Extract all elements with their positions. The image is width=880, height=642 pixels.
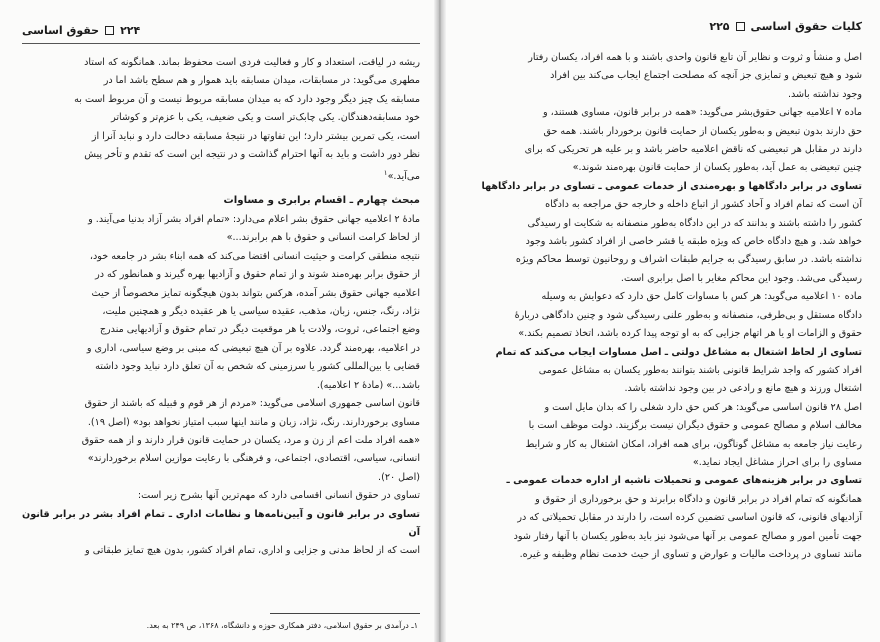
text-line: مخالف اسلام و مصالح عمومی و حقوق دیگران نیست برگزیند. دولت موظف است با: [528, 420, 862, 432]
bold-subheading: تساوی در برابر دادگاهها و بهره‌مندی از خدمات عمومی ـ تساوی در برابر دادگاهها: [481, 180, 862, 192]
text-line: همانگونه که تمام افراد در برابر قانون و دادگاه برابرند و حق برخورداری از حقوق و: [535, 493, 862, 505]
text-line: وجود نداشته باشد.: [787, 88, 862, 100]
text-line: [22, 164, 420, 187]
section-heading: مبحث چهارم ـ اقسام برابری و مساوات: [223, 195, 420, 207]
bold-subheading: تساوی در برابر هزینه‌های عمومی و تحمیلات ناشیه از اداره خدمات عمومی ـ: [506, 475, 862, 487]
text-line: مساوی را برای احراز مشاغل ایجاد نماید.»: [692, 456, 862, 468]
text-line: رعایت نیاز جامعه به مشاغل گوناگون، برای همه افراد، امکان اشتغال به کار و شرایط: [525, 438, 862, 450]
text-line: مساوی برخوردارند. رنگ، نژاد، زبان و مانند اینها سبب امتیاز نخواهد بود» (اصل ۱۹).: [87, 416, 420, 428]
footnote-rule: [270, 613, 420, 614]
footnote: ۱ـ درآمدی بر حقوق اسلامی، دفتر همکاری حوزه و دانشگاه، ۱۳۶۸، ص ۲۴۹ به بعد.: [146, 621, 418, 630]
text-line: خود مسابقه‌دهندگان. یکی چابک‌تر است و یکی ضعیف، یکی با عزم‌تر و کوشاتر: [111, 112, 420, 124]
footnote-marker: ۱: [383, 169, 388, 178]
text-line: مانند تساوی در پرداخت مالیات و عوارض و تساوی از حیث خدمت نظام وظیفه و غیره.: [519, 548, 862, 560]
text-line: انسانی، سیاسی، اقتصادی، اجتماعی، و فرهنگی با رعایت موازین اسلام برخوردارند»: [87, 453, 420, 465]
text-line: نداشته باشد. در سابق رسیدگی به جرایم طبقات اشراف و روحانیون توسط محاکم ویژه: [515, 254, 862, 266]
text-line: مطهری می‌گوید: در مسابقات، میدان مسابقه باید هموار و هم سطح باشد اما در: [103, 75, 420, 87]
text-line: کشور را داشته باشند و بدانند که در این دادگاه به‌طور منصفانه به شکایت او رسیدگی: [527, 217, 862, 229]
text-line: چنین تبعیضی به عمل آید، به‌طور یکسان از حمایت قانون بهره‌مند شوند.»: [572, 162, 862, 174]
bold-subheading: تساوی از لحاظ اشتغال به مشاغل دولتی ـ اصل مساوات ایجاب می‌کند که تمام: [495, 346, 862, 358]
text-line: تساوی در حقوق انسانی اقسامی دارد که مهم‌ترین آنها بشرح زیر است:: [137, 490, 420, 502]
text-line: نژاد، رنگ، جنس، زبان، مذهب، عقیده سیاسی یا هر عقیده دیگر و همچنین ملیت،: [102, 306, 420, 318]
bold-subheading: تساوی در برابر قانون و آیین‌نامه‌ها و نظامات اداری ـ تمام افراد بشر در برابر قانون آن: [22, 508, 420, 538]
left-page-header: [22, 20, 420, 44]
right-page: [440, 0, 880, 642]
right-page-header: [462, 16, 862, 39]
text-line: باشد...» (مادهٔ ۲ اعلامیه).: [316, 379, 420, 391]
left-running-title: حقوق اساسی: [22, 23, 100, 37]
text-line: آزادیهای قانونی، که قانون اساسی تضمین کرده است، را دارند در مقابل تحمیلاتی که در: [517, 512, 862, 524]
text-line: مسابقه یک چیز دیگر وجود دارد که به میدان مسابقه مربوط نیست و آن مربوط است به: [74, 93, 420, 105]
text-line: نتیجه منطقی کرامت و حیثیت انسانی اقتضا می‌کند که همه ابناء بشر در جامعه خود،: [89, 250, 420, 262]
text-line: ریشه در لیاقت، استعداد و کار و فعالیت فردی است محفوظ بماند. همانگونه که استاد: [84, 57, 420, 68]
right-body: [462, 49, 862, 564]
text-line: است که از لحاظ مدنی و جزایی و اداری، تمام افراد کشور، بدون هیچ تمایز طبقاتی و: [85, 545, 420, 557]
text-line: حقوق و الزامات او یا هر اتهام جزایی که به او توجه پیدا کرده باشد، اتخاذ تصمیم بکند.»: [518, 328, 862, 340]
text-line: افراد کشور که واجد شرایط قانونی باشند بتوانند به‌طور یکسان به مشاغل عمومی: [538, 364, 862, 376]
header-square-icon: [105, 26, 114, 35]
text-line: وضع اجتماعی، ثروت، ولادت یا هر موقعیت دیگر در تمام حقوق و آزادیهایی مندرج: [99, 324, 420, 336]
text-line: اعلامیه جهانی حقوق بشر آمده، هرکس بتواند بدون هیچگونه تمایز مخصوصاً از حیث: [91, 287, 420, 299]
text-line: خواهد شد. و هیچ دادگاه خاص که ویژه طبقه یا قشر خاصی از افراد کشور باشد وجود: [525, 236, 862, 248]
text-line: نظر دور داشت و باید به آنها احترام گذاشت و در نتیجه این است که تقدم و تأخر پیش: [84, 149, 420, 161]
text-line: «همه افراد ملت اعم از زن و مرد، یکسان در حمایت قانون قرار دارند و از همه حقوق: [81, 434, 420, 446]
text-line: دادگاه مستقل و بی‌طرفی، منصفانه و به‌طور علنی رسیدگی شود و چنین دادگاهی دربارهٔ: [514, 309, 862, 321]
text-line: اشتغال ورزند و هیچ مانع و رادعی در بین وجود نداشته باشد.: [624, 383, 862, 395]
text-line: اصل ۲۸ قانون اساسی می‌گوید: هر کس حق دارد شغلی را که بدان مایل است و: [544, 401, 862, 413]
text-line: ماده ۷ اعلامیه جهانی حقوق‌بشر می‌گوید: «همه در برابر قانون، مساوی هستند، و: [543, 107, 862, 119]
text-line: در اعلامیه، بهره‌مند گردد. علاوه بر آن هیچ تبعیضی که مبنی بر وضع سیاسی، اداری و: [86, 342, 420, 354]
text-line: ماده ۱۰ اعلامیه می‌گوید: هر کس با مساوات کامل حق دارد که دعوایش به وسیله: [541, 291, 862, 303]
text-line: مادهٔ ۲ اعلامیه جهانی حقوق بشر اعلام می‌دارد: «تمام افراد بشر آزاد بدنیا می‌آیند. و: [88, 214, 420, 226]
book-gutter: [434, 0, 446, 642]
text-line: قضایی یا بین‌المللی کشور یا سرزمینی که شخص به آن تعلق دارد نباید وجود داشته: [95, 361, 420, 373]
header-square-icon: [736, 22, 745, 31]
left-body-bottom: [22, 211, 420, 561]
text-line: از لحاظ کرامت انسانی و حقوق با هم برابرند...»: [226, 232, 420, 244]
text-line: است، یکی تمرین بیشتر دارد؛ این تفاوتها در نتیجهٔ مسابقه دخالت دارد و نباید آنرا از: [91, 130, 420, 142]
text-line: شود و هیچ تبعیض و تمایزی جز آنچه که مصلحت اجتماع ایجاب می‌کند بین افراد: [550, 70, 862, 82]
text-line: جهت تأمین امور و مصالح عمومی بر آنها می‌شود نیز باید به‌طور یکسان با آنها رفتار شود: [513, 530, 862, 542]
text-line: قانون اساسی جمهوری اسلامی می‌گوید: «مردم از هر قوم و قبیله که باشند از حقوق: [84, 398, 420, 410]
text-line: (اصل ۲۰).: [378, 471, 420, 483]
text-line: حق دارند بدون تبعیض و به‌طور یکسان از حمایت قانون برخوردار باشند. همه حق: [543, 125, 862, 137]
text-line: رسیدگی می‌شد. وجود این محاکم مغایر با اصل برابری است.: [620, 272, 862, 284]
left-body-top: [22, 54, 420, 187]
text-line-end: می‌آید.»: [387, 171, 420, 183]
text-line: اصل و منشأ و ثروت و نظایر آن تابع قانون واحدی باشند و با همه افراد، یکسان رفتار: [528, 52, 862, 63]
text-line: دارند در مقابل هر تبعیضی که ناقض اعلامیه حاضر باشد و بر علیه هر تحریکی که برای: [524, 144, 862, 156]
text-line: آن است که تمام افراد و آحاد کشور از اتباع داخله و خارجه حق مراجعه به دادگاه: [545, 199, 862, 211]
left-page-number: ۲۲۴: [120, 23, 141, 37]
right-page-number: ۲۲۵: [709, 19, 730, 33]
text-line: از حقوق برابر بهره‌مند شوند و از تمام حقوق و آزادیها بهره گیرند و همانطور که در: [95, 269, 420, 281]
right-running-title: کلیات حقوق اساسی: [750, 19, 862, 33]
